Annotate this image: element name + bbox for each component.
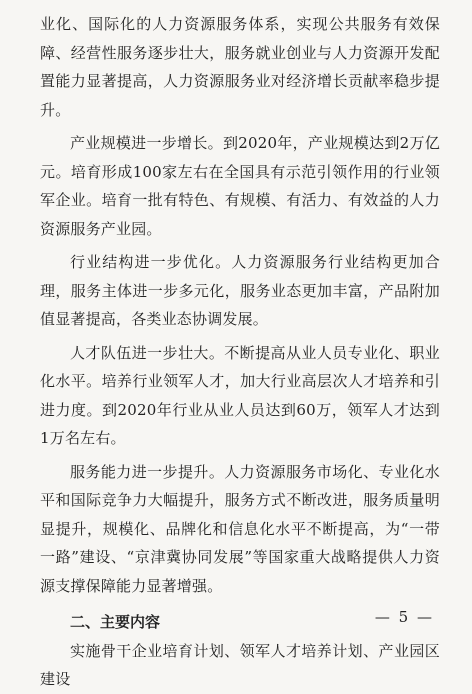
paragraph-industry-scale: 产业规模进一步增长。到2020年，产业规模达到2万亿元。培育形成100家左右在全国具有示范引领作用的行业领军企业。培育一批有特色、有规模、有活力、有效益的人力资源服务产业园。 — [40, 134, 440, 238]
paragraph-industry-structure: 行业结构进一步优化。人力资源服务行业结构更加合理，服务主体进一步多元化，服务业态更加丰富，产品附加值显著提高，各类业态协调发展。 — [40, 253, 440, 328]
document-page — [40, 10, 440, 694]
paragraph-intro-continuation: 业化、国际化的人力资源服务体系，实现公共服务有效保障、经营性服务逐步壮大，服务就业创业与人力资源开发配置能力显著提高，人力资源服务业对经济增长贡献率稳步提升。 — [40, 15, 440, 119]
page-number: — 5 — — [374, 608, 434, 626]
paragraph-talent-team: 人才队伍进一步壮大。不断提高从业人员专业化、职业化水平。培养行业领军人才，加大行业高层次人才培养和引进力度。到2020年行业从业人员达到60万，领军人才达到1万名左右。 — [40, 343, 440, 447]
paragraph-service-capacity: 服务能力进一步提升。人力资源服务市场化、专业化水平和国际竞争力大幅提升，服务方式不断改进，服务质量明显提升，规模化、品牌化和信息化水平不断提高，为“一带一路”建设、“京津冀协同发展”等国家重大战略提供人力资源支撑保障能力显著增强。 — [40, 462, 440, 595]
paragraph-main-content: 实施骨干企业培育计划、领军人才培养计划、产业园区建设 — [40, 641, 440, 688]
section-heading: 二、主要内容 — [70, 613, 161, 631]
